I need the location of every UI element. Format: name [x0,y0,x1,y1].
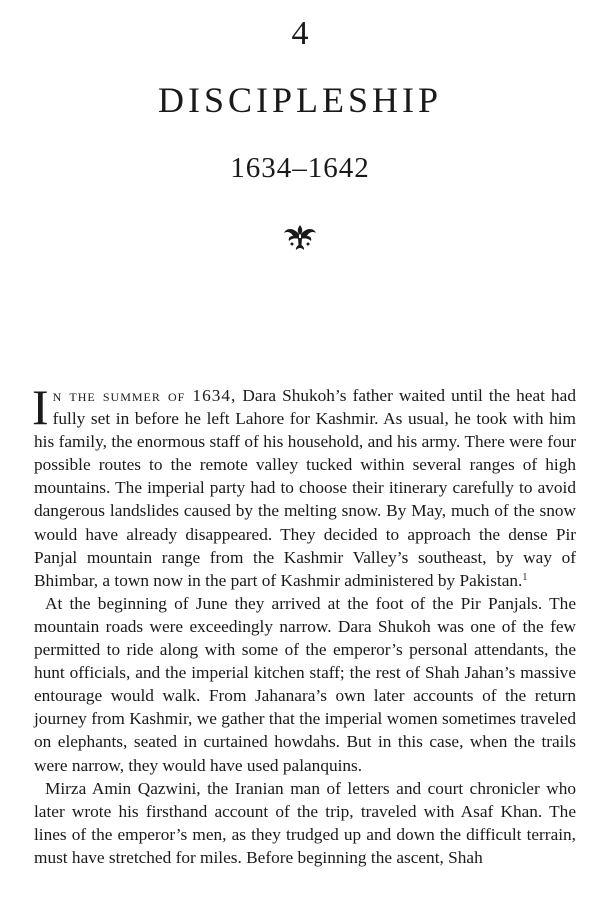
chapter-title: DISCIPLESHIP [157,80,443,120]
drop-cap: I [32,379,49,435]
paragraph-1-text: Dara Shukoh’s father waited until the heat had fully set in before he left Lahore for Kashmir. As usual, he took with him his family, the enormous staff of his household, and his army. There were four possible routes to the remote valley tucked within several ranges of high mountains. The imperial party had to choose their itinerary carefully to avoid dangerous landslides caused by the melting snow. By May, much of the snow would have already disappeared. They decided to approach the dense Pir Panjal mountain range from the Kashmir Valley’s southeast, by way of Bhimbar, a town now in the part of Kashmir administered by Pakistan. [34,386,576,590]
chapter-dates: 1634–1642 [230,152,370,184]
fleuron-icon [282,222,318,252]
chapter-number: 4 [291,15,309,52]
footnote-marker: 1 [522,571,528,583]
lead-in: n the summer of 1634, [52,386,237,405]
body-text [32,379,576,869]
paragraph-2: At the beginning of June they arrived at the foot of the Pir Panjals. The mountain roads were exceedingly narrow. Dara Shukoh was one of the few permitted to ride along with some of the emperor’s personal attendants, the hunt officials, and the imperial kitchen staff; the rest of Shah Jahan’s massive entourage would walk. From Jahanara’s own later accounts of the return journey from Kashmir, we gather that the imperial women sometimes traveled on elephants, seated in curtained howdahs. But in this case, when the trails were narrow, they would have used palanquins. [34,593,576,775]
paragraph-1 [32,379,576,592]
paragraph-3: Mirza Amin Qazwini, the Iranian man of letters and court chronicler who later wrote his firsthand account of the trip, traveled with Asaf Khan. The lines of the emperor’s men, as they trudged up and down the difficult terrain, must have stretched for miles. Before beginning the ascent, Shah [34,778,576,867]
